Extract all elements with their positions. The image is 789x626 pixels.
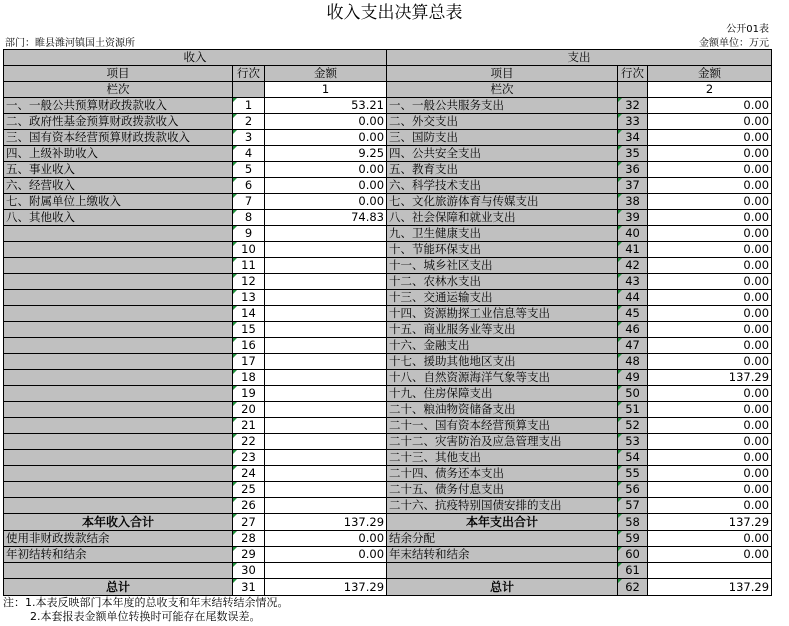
expense-amount: 0.00	[648, 146, 772, 162]
expense-row-number: 40	[618, 226, 648, 242]
income-item: 一、一般公共预算财政拨款收入	[4, 98, 233, 114]
table-row	[4, 338, 772, 354]
income-amount	[265, 322, 387, 338]
income-row-number: 23	[233, 450, 265, 466]
income-item	[4, 482, 233, 498]
income-row-number: 29	[233, 547, 265, 563]
expense-row-number: 60	[618, 547, 648, 563]
table-row	[4, 370, 772, 386]
expense-item: 五、教育支出	[387, 162, 618, 178]
income-column-blank	[233, 82, 265, 98]
income-amount	[265, 482, 387, 498]
income-amount: 0.00	[265, 162, 387, 178]
expense-amount: 0.00	[648, 98, 772, 114]
expense-amount: 0.00	[648, 498, 772, 514]
expense-amount: 0.00	[648, 258, 772, 274]
income-amount: 0.00	[265, 547, 387, 563]
income-item: 七、附属单位上缴收入	[4, 194, 233, 210]
table-row	[4, 547, 772, 563]
income-row-number: 4	[233, 146, 265, 162]
expense-item: 二十二、灾害防治及应急管理支出	[387, 434, 618, 450]
income-item	[4, 418, 233, 434]
expense-row-number: 34	[618, 130, 648, 146]
total-row	[4, 514, 772, 531]
table-body	[4, 50, 772, 596]
income-amount: 74.83	[265, 210, 387, 226]
expense-row-number: 41	[618, 242, 648, 258]
expense-item: 一、一般公共服务支出	[387, 98, 618, 114]
income-amount	[265, 563, 387, 579]
income-amount	[265, 258, 387, 274]
page-title: 收入支出决算总表	[326, 3, 463, 23]
table-row	[4, 498, 772, 514]
table-code: 公开01表	[726, 24, 769, 35]
table-row	[4, 290, 772, 306]
income-amount	[265, 370, 387, 386]
expense-item: 六、科学技术支出	[387, 178, 618, 194]
income-item	[4, 306, 233, 322]
table-row	[4, 210, 772, 226]
expense-row-number: 53	[618, 434, 648, 450]
expense-amount: 0.00	[648, 290, 772, 306]
expense-item: 二、外交支出	[387, 114, 618, 130]
income-item: 四、上级补助收入	[4, 146, 233, 162]
expense-column-number: 2	[648, 82, 772, 98]
expense-amount: 0.00	[648, 210, 772, 226]
income-amount: 0.00	[265, 178, 387, 194]
income-grand-total-amount: 137.29	[265, 579, 387, 596]
income-amount	[265, 498, 387, 514]
expense-amount	[648, 563, 772, 579]
income-row-number: 9	[233, 226, 265, 242]
income-row-number: 20	[233, 402, 265, 418]
expense-item	[387, 563, 618, 579]
expense-row-number: 59	[618, 531, 648, 547]
table-row	[4, 178, 772, 194]
table-row	[4, 242, 772, 258]
income-item: 六、经营收入	[4, 178, 233, 194]
income-row-number: 22	[233, 434, 265, 450]
expense-item: 二十六、抗疫特别国债安排的支出	[387, 498, 618, 514]
expense-row-number: 38	[618, 194, 648, 210]
income-item: 三、国有资本经营预算财政拨款收入	[4, 130, 233, 146]
income-amount	[265, 354, 387, 370]
table-row	[4, 386, 772, 402]
income-item-header: 项目	[4, 66, 233, 82]
income-amount: 0.00	[265, 114, 387, 130]
income-row-number: 25	[233, 482, 265, 498]
expense-amount: 0.00	[648, 386, 772, 402]
table-row	[4, 306, 772, 322]
expense-item: 十二、农林水支出	[387, 274, 618, 290]
income-row-number: 8	[233, 210, 265, 226]
income-item	[4, 338, 233, 354]
expense-item: 十、节能环保支出	[387, 242, 618, 258]
income-row-number: 26	[233, 498, 265, 514]
income-item: 五、事业收入	[4, 162, 233, 178]
expense-row-number: 39	[618, 210, 648, 226]
table-row	[4, 194, 772, 210]
expense-row-number: 49	[618, 370, 648, 386]
footnotes	[3, 596, 289, 624]
expense-item: 十六、金融支出	[387, 338, 618, 354]
expense-amount: 0.00	[648, 450, 772, 466]
expense-row-number: 44	[618, 290, 648, 306]
expense-grand-total-amount: 137.29	[648, 579, 772, 596]
note-1: 注：1.本表反映部门本年度的总收支和年末结转结余情况。	[3, 596, 289, 609]
expense-column-label: 栏次	[387, 82, 618, 98]
income-item	[4, 354, 233, 370]
expense-row-number: 46	[618, 322, 648, 338]
expense-item: 二十五、债务付息支出	[387, 482, 618, 498]
income-grand-total-row-number: 31	[233, 579, 265, 596]
income-row-number: 2	[233, 114, 265, 130]
expense-row-number: 35	[618, 146, 648, 162]
expense-amount: 0.00	[648, 114, 772, 130]
income-row-number: 10	[233, 242, 265, 258]
table-row	[4, 466, 772, 482]
income-grand-total-label: 总计	[4, 579, 233, 596]
income-item	[4, 226, 233, 242]
income-row-number: 16	[233, 338, 265, 354]
expense-row-number: 57	[618, 498, 648, 514]
expense-total-row-number: 58	[618, 514, 648, 531]
expense-amount: 0.00	[648, 306, 772, 322]
income-amount	[265, 274, 387, 290]
income-item	[4, 498, 233, 514]
expense-item: 结余分配	[387, 531, 618, 547]
expense-row-number: 50	[618, 386, 648, 402]
income-total-amount: 137.29	[265, 514, 387, 531]
income-row-number: 12	[233, 274, 265, 290]
expense-row-number: 36	[618, 162, 648, 178]
table-row	[4, 563, 772, 579]
expense-row-number: 33	[618, 114, 648, 130]
income-amount	[265, 386, 387, 402]
expense-row-number: 56	[618, 482, 648, 498]
income-row-number: 18	[233, 370, 265, 386]
income-rowno-header: 行次	[233, 66, 265, 82]
expense-column-blank	[618, 82, 648, 98]
expense-amount: 0.00	[648, 466, 772, 482]
expense-amount-header: 金额	[648, 66, 772, 82]
expense-item: 十三、交通运输支出	[387, 290, 618, 306]
income-row-number: 28	[233, 531, 265, 547]
expense-total-amount: 137.29	[648, 514, 772, 531]
expense-row-number: 54	[618, 450, 648, 466]
income-item	[4, 322, 233, 338]
income-amount	[265, 418, 387, 434]
expense-grand-total-row-number: 62	[618, 579, 648, 596]
expense-item: 十四、资源勘探工业信息等支出	[387, 306, 618, 322]
expense-item: 九、卫生健康支出	[387, 226, 618, 242]
expense-rowno-header: 行次	[618, 66, 648, 82]
table-row	[4, 258, 772, 274]
table-row	[4, 114, 772, 130]
income-expense-table	[3, 49, 772, 596]
expense-amount: 0.00	[648, 338, 772, 354]
table-row	[4, 354, 772, 370]
income-row-number: 17	[233, 354, 265, 370]
income-amount	[265, 434, 387, 450]
income-total-row-number: 27	[233, 514, 265, 531]
income-column-number: 1	[265, 82, 387, 98]
unit-label: 金额单位：万元	[699, 38, 769, 49]
income-row-number: 30	[233, 563, 265, 579]
income-amount: 0.00	[265, 194, 387, 210]
expense-row-number: 51	[618, 402, 648, 418]
table-row	[4, 146, 772, 162]
expense-row-number: 55	[618, 466, 648, 482]
expense-amount: 0.00	[648, 226, 772, 242]
income-row-number: 11	[233, 258, 265, 274]
expense-item: 八、社会保障和就业支出	[387, 210, 618, 226]
table-row	[4, 98, 772, 114]
expense-amount: 0.00	[648, 418, 772, 434]
income-item	[4, 258, 233, 274]
expense-item: 七、文化旅游体育与传媒支出	[387, 194, 618, 210]
income-amount	[265, 402, 387, 418]
income-row-number: 14	[233, 306, 265, 322]
expense-amount: 0.00	[648, 354, 772, 370]
expense-amount: 0.00	[648, 434, 772, 450]
expense-item: 年末结转和结余	[387, 547, 618, 563]
income-item	[4, 434, 233, 450]
income-row-number: 24	[233, 466, 265, 482]
income-row-number: 19	[233, 386, 265, 402]
income-item	[4, 386, 233, 402]
income-item	[4, 274, 233, 290]
expense-section-header: 支出	[387, 50, 772, 66]
income-column-label: 栏次	[4, 82, 233, 98]
income-amount-header: 金额	[265, 66, 387, 82]
income-amount	[265, 466, 387, 482]
expense-row-number: 47	[618, 338, 648, 354]
expense-item: 二十四、债务还本支出	[387, 466, 618, 482]
table-row	[4, 322, 772, 338]
income-amount	[265, 450, 387, 466]
table-row	[4, 450, 772, 466]
expense-item: 二十一、国有资本经营预算支出	[387, 418, 618, 434]
expense-item: 十九、住房保障支出	[387, 386, 618, 402]
income-item	[4, 242, 233, 258]
expense-amount: 0.00	[648, 242, 772, 258]
expense-amount: 0.00	[648, 178, 772, 194]
expense-total-label: 本年支出合计	[387, 514, 618, 531]
income-amount	[265, 290, 387, 306]
income-row-number: 5	[233, 162, 265, 178]
expense-amount: 0.00	[648, 402, 772, 418]
expense-amount: 0.00	[648, 274, 772, 290]
expense-amount: 0.00	[648, 130, 772, 146]
income-item	[4, 402, 233, 418]
expense-row-number: 61	[618, 563, 648, 579]
expense-row-number: 52	[618, 418, 648, 434]
expense-row-number: 37	[618, 178, 648, 194]
expense-row-number: 42	[618, 258, 648, 274]
income-amount: 9.25	[265, 146, 387, 162]
income-amount: 53.21	[265, 98, 387, 114]
table-row	[4, 226, 772, 242]
income-item: 八、其他收入	[4, 210, 233, 226]
income-amount	[265, 242, 387, 258]
income-row-number: 13	[233, 290, 265, 306]
income-item: 二、政府性基金预算财政拨款收入	[4, 114, 233, 130]
income-item	[4, 563, 233, 579]
income-amount: 0.00	[265, 130, 387, 146]
expense-amount: 0.00	[648, 482, 772, 498]
income-row-number: 6	[233, 178, 265, 194]
income-amount	[265, 338, 387, 354]
department-label: 部门：睢县潍河镇国土资源所	[5, 38, 135, 49]
income-item: 年初结转和结余	[4, 547, 233, 563]
expense-amount: 137.29	[648, 370, 772, 386]
expense-item: 十一、城乡社区支出	[387, 258, 618, 274]
income-row-number: 7	[233, 194, 265, 210]
grand-total-row	[4, 579, 772, 596]
expense-row-number: 32	[618, 98, 648, 114]
expense-amount: 0.00	[648, 547, 772, 563]
income-item: 使用非财政拨款结余	[4, 531, 233, 547]
income-item	[4, 450, 233, 466]
income-amount	[265, 226, 387, 242]
expense-item: 三、国防支出	[387, 130, 618, 146]
expense-amount: 0.00	[648, 531, 772, 547]
table-row	[4, 402, 772, 418]
income-section-header: 收入	[4, 50, 387, 66]
expense-row-number: 43	[618, 274, 648, 290]
income-row-number: 3	[233, 130, 265, 146]
expense-grand-total-label: 总计	[387, 579, 618, 596]
table-row	[4, 418, 772, 434]
expense-row-number: 45	[618, 306, 648, 322]
income-item	[4, 290, 233, 306]
expense-item: 十八、自然资源海洋气象等支出	[387, 370, 618, 386]
expense-item: 二十、粮油物资储备支出	[387, 402, 618, 418]
income-row-number: 15	[233, 322, 265, 338]
table-row	[4, 130, 772, 146]
table-row	[4, 162, 772, 178]
table-row	[4, 531, 772, 547]
income-amount	[265, 306, 387, 322]
expense-item: 十五、商业服务业等支出	[387, 322, 618, 338]
income-item	[4, 466, 233, 482]
income-row-number: 21	[233, 418, 265, 434]
expense-amount: 0.00	[648, 162, 772, 178]
income-amount: 0.00	[265, 531, 387, 547]
income-row-number: 1	[233, 98, 265, 114]
table-row	[4, 482, 772, 498]
expense-item: 四、公共安全支出	[387, 146, 618, 162]
table-row	[4, 274, 772, 290]
income-total-label: 本年收入合计	[4, 514, 233, 531]
expense-amount: 0.00	[648, 194, 772, 210]
expense-item-header: 项目	[387, 66, 618, 82]
income-item	[4, 370, 233, 386]
note-2: 2.本套报表金额单位转换时可能存在尾数误差。	[30, 610, 261, 623]
expense-item: 二十三、其他支出	[387, 450, 618, 466]
expense-item: 十七、援助其他地区支出	[387, 354, 618, 370]
expense-row-number: 48	[618, 354, 648, 370]
expense-amount: 0.00	[648, 322, 772, 338]
table-row	[4, 434, 772, 450]
